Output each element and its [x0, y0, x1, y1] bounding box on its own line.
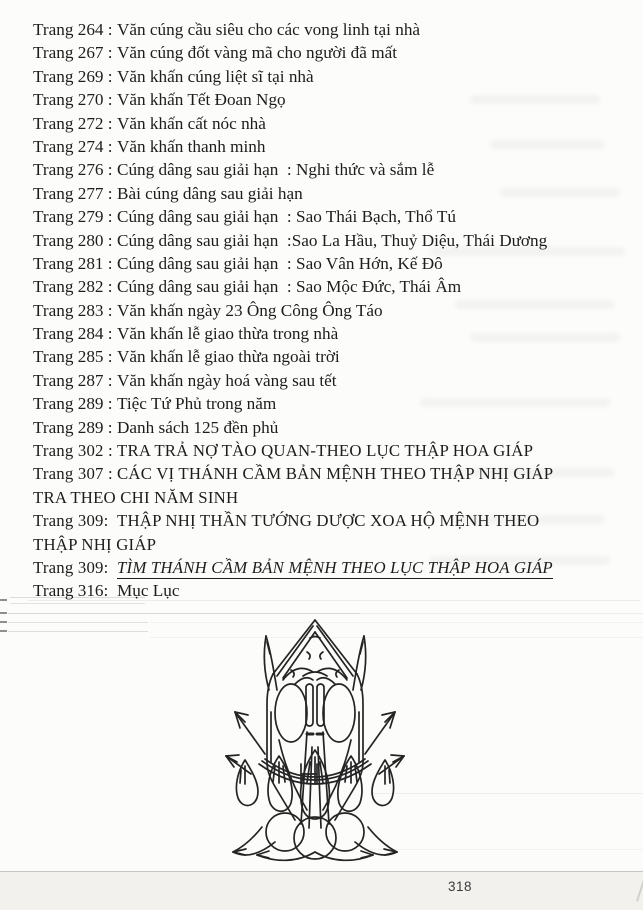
toc-entry — [33, 229, 637, 252]
toc-entry-title: Cúng dâng sau giải hạn : Sao Mộc Đức, Thái Âm — [117, 277, 462, 297]
toc-entry — [33, 112, 637, 135]
praying-hands-lotus-illustration — [225, 612, 415, 862]
toc-page-ref: Trang 267 : — [33, 43, 113, 63]
toc-page-ref: Trang 281 : — [33, 253, 113, 273]
toc-entry-title: Mục Lục — [117, 581, 180, 601]
toc-page-ref: Trang 283 : — [33, 300, 113, 320]
toc-page-ref: Trang 264 : — [33, 20, 113, 39]
toc-entry-title: THẬP NHỊ THẦN TƯỚNG DƯỢC XOA HỘ MỆNH THEO — [117, 511, 540, 531]
scan-artifact-line — [8, 631, 148, 632]
toc-page-ref: Trang 279 : — [33, 207, 113, 227]
toc-entry — [33, 509, 637, 532]
toc-page-ref: Trang 309: — [33, 557, 109, 577]
toc-entry-title: Văn khấn lễ giao thừa ngoài trời — [117, 347, 340, 367]
toc-page-ref: Trang 269 : — [33, 66, 113, 86]
toc-entry — [33, 579, 637, 602]
footer-band — [0, 872, 643, 910]
toc-entry — [33, 135, 637, 158]
toc-entry-title: Tiệc Tứ Phủ trong năm — [117, 394, 277, 414]
toc-entry — [33, 205, 637, 228]
toc-page-ref: Trang 316: — [33, 581, 109, 601]
toc-entry — [33, 41, 637, 64]
toc-entry-title: Văn khấn cúng liệt sĩ tại nhà — [117, 66, 314, 86]
toc-page-ref: Trang 285 : — [33, 347, 113, 367]
toc-page-ref: Trang 284 : — [33, 324, 113, 344]
edge-mark — [0, 630, 7, 632]
edge-mark — [0, 612, 7, 614]
toc-entry-title: Danh sách 125 đền phủ — [117, 417, 279, 437]
edge-mark — [0, 621, 7, 623]
toc-entry — [33, 252, 637, 275]
toc-page-ref: Trang 272 : — [33, 113, 113, 133]
toc-entry-title: Bài cúng dâng sau giải hạn — [117, 183, 303, 203]
toc-entry — [33, 158, 637, 181]
toc-entry-title: Văn khấn cất nóc nhà — [117, 113, 266, 133]
toc-entry-title: Văn khấn lễ giao thừa trong nhà — [117, 324, 339, 344]
toc-entry-continuation — [33, 533, 637, 556]
toc-entry — [33, 345, 637, 368]
toc-page-ref: Trang 287 : — [33, 370, 113, 390]
toc-entry-title: TRA TRẢ NỢ TÀO QUAN-THEO LỤC THẬP HOA GIÁP — [117, 441, 534, 461]
toc-entry — [33, 18, 637, 41]
footer-separator — [0, 871, 643, 872]
toc-page-ref: Trang 289 : — [33, 394, 113, 414]
toc-page-ref: Trang 282 : — [33, 277, 113, 297]
toc-entry — [33, 392, 637, 415]
toc-entry-title: THẬP NHỊ GIÁP — [33, 534, 157, 554]
toc-entry-title: Cúng dâng sau giải hạn : Sao Vân Hớn, Kế Đô — [117, 253, 443, 273]
toc-entry — [33, 322, 637, 345]
toc-entry-title: Cúng dâng sau giải hạn : Nghi thức và sắm lễ — [117, 160, 435, 180]
table-of-contents — [33, 18, 637, 603]
toc-page-ref: Trang 276 : — [33, 160, 113, 180]
toc-entry-title: TRA THEO CHI NĂM SINH — [33, 487, 239, 507]
toc-entry-title: TÌM THÁNH CẦM BẢN MỆNH THEO LỤC THẬP HOA GIÁP — [117, 557, 553, 577]
toc-entry — [33, 462, 637, 485]
toc-entry — [33, 556, 637, 579]
toc-page-ref: Trang 289 : — [33, 417, 113, 437]
toc-entry — [33, 88, 637, 111]
scan-artifact-line — [8, 622, 148, 623]
toc-entry-continuation — [33, 486, 637, 509]
edge-mark — [0, 599, 7, 601]
toc-page-ref: Trang 307 : — [33, 464, 113, 484]
toc-entry-title: Cúng dâng sau giải hạn :Sao La Hầu, Thuỷ Diệu, Thái Dương — [117, 230, 548, 250]
toc-entry — [33, 416, 637, 439]
toc-entry — [33, 369, 637, 392]
toc-entry-title: CÁC VỊ THÁNH CẦM BẢN MỆNH THEO THẬP NHỊ GIÁP — [117, 464, 554, 484]
toc-page-ref: Trang 270 : — [33, 90, 113, 110]
toc-entry — [33, 299, 637, 322]
toc-page-ref: Trang 309: — [33, 511, 109, 531]
toc-page-ref: Trang 280 : — [33, 230, 113, 250]
toc-entry — [33, 182, 637, 205]
scan-artifact-line — [10, 603, 145, 604]
toc-entry — [33, 275, 637, 298]
toc-entry-title: Văn cúng đốt vàng mã cho người đã mất — [117, 43, 397, 63]
toc-entry-title: Văn khấn thanh minh — [117, 136, 266, 156]
toc-page-ref: Trang 302 : — [33, 441, 113, 461]
toc-page-ref: Trang 277 : — [33, 183, 113, 203]
toc-entry-title: Văn khấn ngày hoá vàng sau tết — [117, 370, 337, 390]
toc-entry-title: Văn cúng cầu siêu cho các vong linh tại nhà — [117, 20, 421, 39]
page-number: 318 — [448, 879, 473, 894]
toc-entry — [33, 439, 637, 462]
toc-entry-title: Văn khấn Tết Đoan Ngọ — [117, 90, 286, 110]
toc-entry-title: Cúng dâng sau giải hạn : Sao Thái Bạch, Thổ Tú — [117, 207, 456, 227]
toc-entry — [33, 65, 637, 88]
toc-entry-title: Văn khấn ngày 23 Ông Công Ông Táo — [117, 300, 383, 320]
toc-page-ref: Trang 274 : — [33, 136, 113, 156]
